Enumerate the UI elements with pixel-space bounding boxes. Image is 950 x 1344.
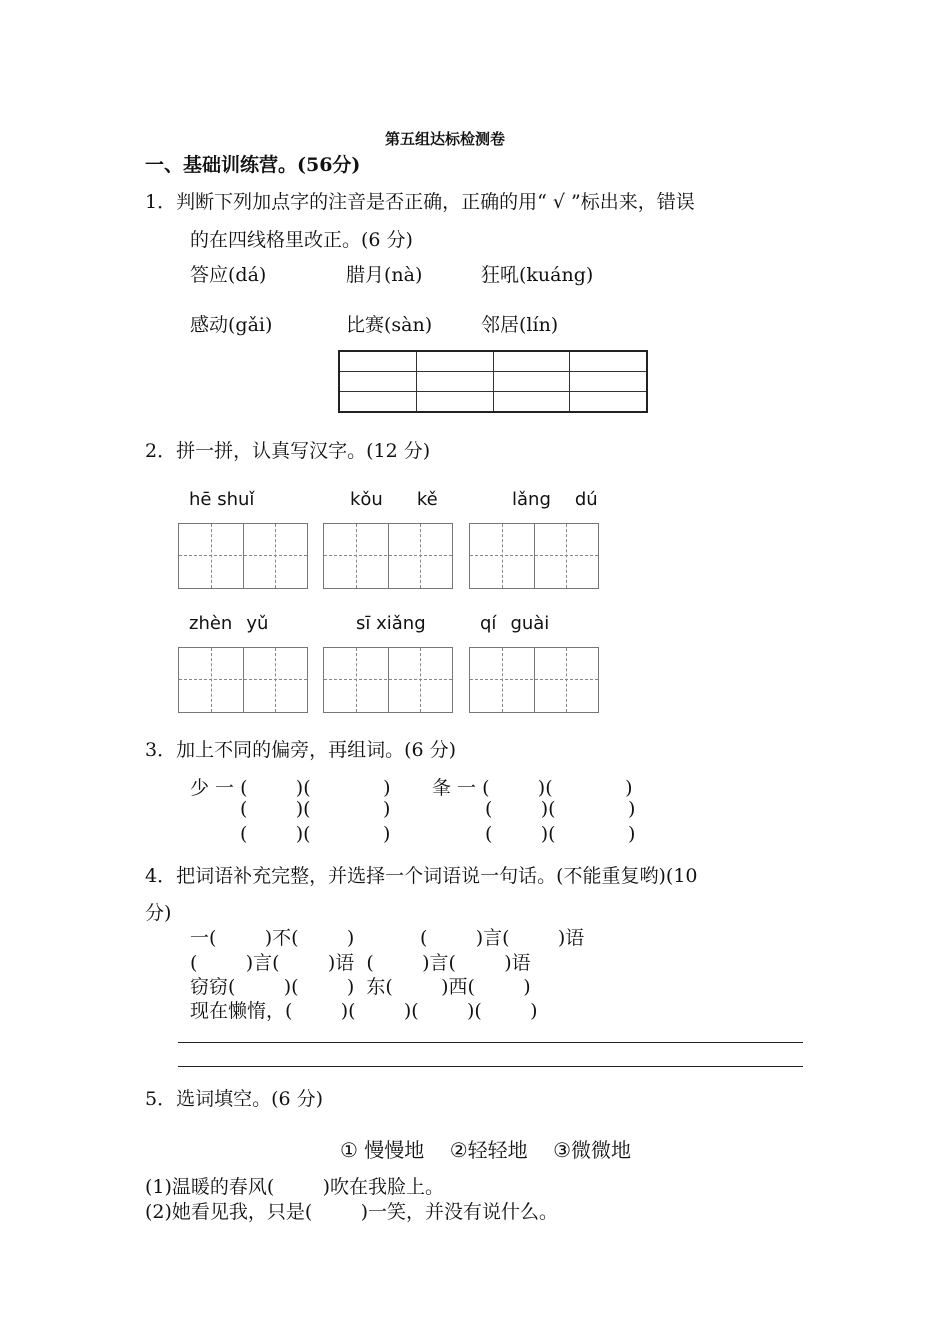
q4-blank-row: 现在懒惰，( )( )( )( ) [190,1000,538,1022]
q1-item: 答应(dá) [190,264,267,286]
tianzi-grid[interactable] [323,647,453,713]
four-line-grid[interactable] [338,350,648,413]
q4-blank-row: 一( )不( ) [190,927,355,949]
q1-item: 邻居(lín) [481,314,559,336]
q3-blank-row: ( )( ) [240,823,391,845]
tianzi-grid[interactable] [178,647,308,713]
tianzi-grid[interactable] [323,523,453,589]
pinyin: lǎng dú [512,489,598,510]
q4-blank-row: ( )言( )语 [420,927,585,949]
q4-blank-row: ( )言( )语 ( )言( )语 [190,952,531,974]
section-heading: 一、基础训练营。(56分) [145,154,361,176]
question-4-line-2: 分) [145,902,172,924]
q3-blank-row: ( )( ) [485,823,636,845]
tianzi-grid[interactable] [469,523,599,589]
word-options: ① 慢慢地 ②轻轻地 ③微微地 [340,1138,632,1162]
q3-blank-row: ( )( ) [240,798,391,820]
q5-sentence: (1)温暖的春风( )吹在我脸上。 [145,1176,445,1198]
q5-sentence: (2)她看见我，只是( )一笑，并没有说什么。 [145,1201,559,1223]
tianzi-grid[interactable] [178,523,308,589]
pinyin: hē shuǐ [189,489,255,510]
q3-blank-row: 少 一 ( )( ) [190,777,391,799]
question-4-line-1: 4．把词语补充完整，并选择一个词语说一句话。(不能重复哟)(10 [145,865,698,887]
pinyin: qí guài [480,613,550,634]
tianzi-grid[interactable] [469,647,599,713]
q1-item: 腊月(nà) [346,264,423,286]
question-5: 5．选词填空。(6 分) [145,1088,324,1110]
pinyin: sī xiǎng [356,613,426,634]
page-title: 第五组达标检测卷 [385,130,506,148]
question-1-line-1: 1．判断下列加点字的注音是否正确，正确的用“ √ ”标出来，错误 [145,191,695,213]
q1-item: 狂吼(kuáng) [481,264,594,286]
q3-blank-row: 夆 一 ( )( ) [432,777,633,799]
q1-item: 比赛(sàn) [346,314,433,336]
q4-blank-row: 窃窃( )( ) 东( )西( ) [190,976,531,998]
answer-line[interactable] [178,1042,803,1043]
q3-blank-row: ( )( ) [485,798,636,820]
question-1-line-2: 的在四线格里改正。(6 分) [190,229,413,251]
answer-line[interactable] [178,1066,803,1067]
q1-item: 感动(gǎi) [190,314,273,336]
question-3: 3．加上不同的偏旁，再组词。(6 分) [145,739,457,761]
question-2: 2．拼一拼，认真写汉字。(12 分) [145,440,431,462]
pinyin: kǒu kě [350,489,438,510]
pinyin: zhèn yǔ [189,613,269,634]
